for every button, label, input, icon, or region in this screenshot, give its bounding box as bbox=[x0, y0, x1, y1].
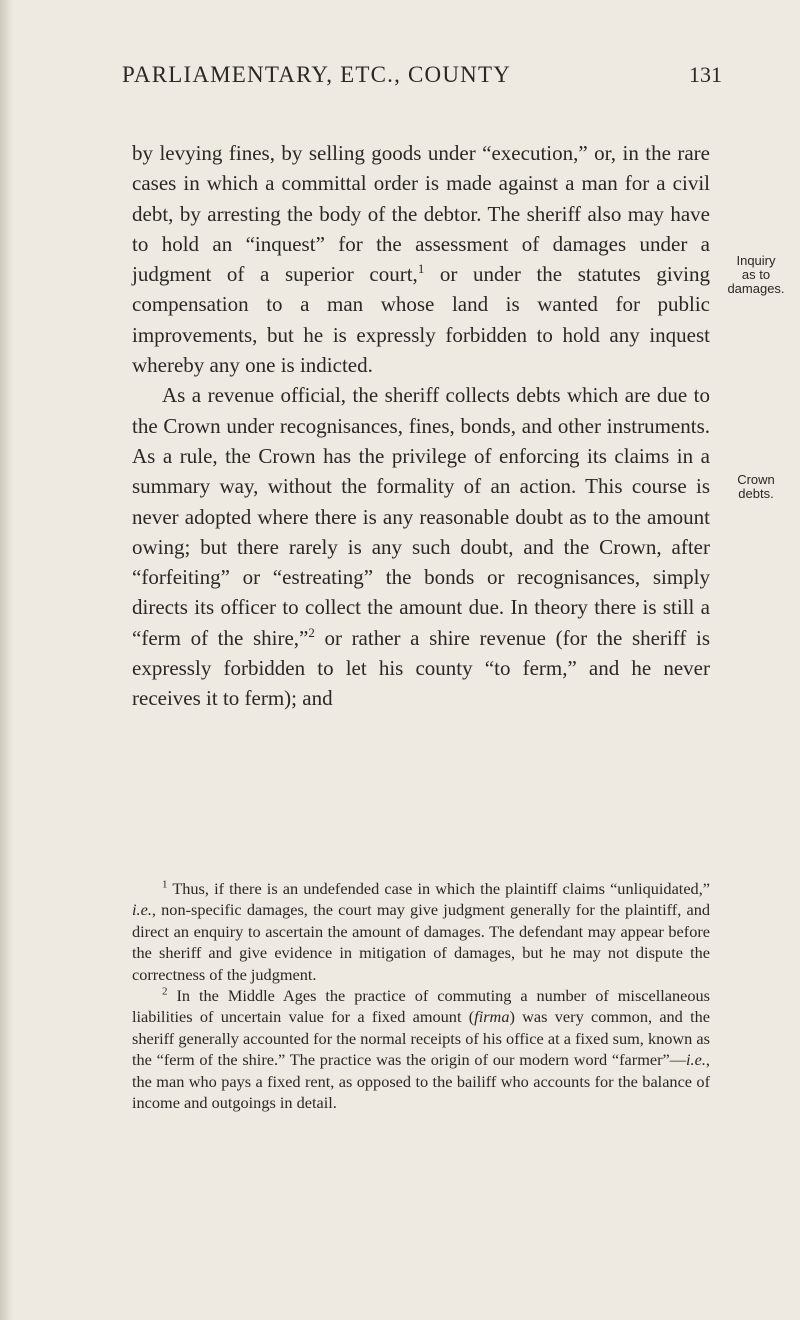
main-text bbox=[132, 138, 710, 714]
footnotes bbox=[132, 878, 710, 1113]
page-header bbox=[122, 62, 722, 92]
footnote: $^2$ In the Middle Ages the practice of commuting a number of miscellaneous liabilities of uncertain value for a fixed amount (firma) was very common, and the sheriff generally accounted for the normal receipts of his office at a fixed sum, known as the “ferm of the shire.” The practice was the origin of our modern word “farmer”—i.e., the man who pays a fixed rent, as opposed to the bailiff who accounts for the balance of income and outgoings in detail. bbox=[132, 985, 711, 1113]
margin-note-crown-debts: Crown debts. bbox=[737, 472, 775, 501]
running-head: PARLIAMENTARY, ETC., COUNTY bbox=[122, 62, 512, 87]
paragraph: by levying fines, by selling goods under “execution,” or, in the rare cases in which a committal order is made against a man for a civil debt, by arresting the body of the debtor. The sheriff also may have to hold an “inquest” for the assessment of damages under a judgment of a superior court,$^1$ or under the statutes giving compensation to a man whose land is wanted for public improvements, but he is expressly forbidden to hold any inquest whereby any one is indicted. bbox=[132, 141, 710, 378]
footnote-mark: 1 bbox=[162, 878, 168, 891]
footnote-ref: 2 bbox=[308, 624, 315, 640]
margin-note-inquiry: Inquiry as to damages. bbox=[727, 253, 785, 296]
footnote-mark: 2 bbox=[162, 985, 168, 998]
page-number: 131 bbox=[689, 62, 722, 87]
footnote: $^1$ Thus, if there is an undefended case in which the plaintiff claims “unliquidated,” i.e., non-specific damages, the court may give judgment generally for the plaintiff, and direct an enquiry to ascertain the amount of damages. The defendant may appear before the sheriff and give evidence in mitigation of damages, but he may not dispute the correctness of the judgment. bbox=[132, 878, 710, 984]
page-binding-edge bbox=[0, 0, 14, 1320]
footnote-ref: 1 bbox=[417, 261, 425, 277]
paragraph: As a revenue official, the sheriff collects debts which are due to the Crown under recognisances, fines, bonds, and other instruments. As a rule, the Crown has the privilege of enforcing its claims in a summary way, without the formality of an action. This course is never adopted where there is any reasonable doubt as to the amount owing; but there rarely is any such doubt, and the Crown, after “forfeiting” or “estreating” the bonds or recognisances, simply directs its officer to collect the amount due. In theory there is still a “ferm of the shire,”$^2$ or rather a shire revenue (for the sheriff is expressly forbidden to let his county “to ferm,” and he never receives it to ferm); and bbox=[132, 383, 710, 711]
